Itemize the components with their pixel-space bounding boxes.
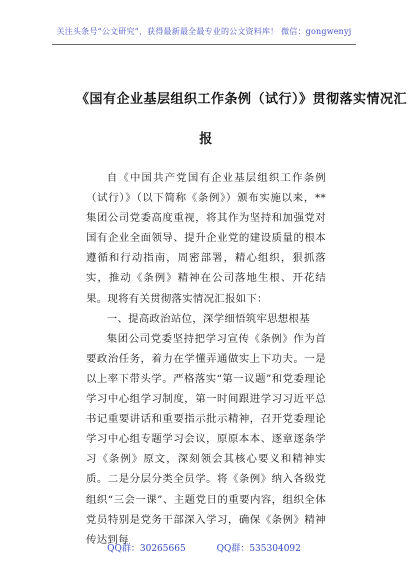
footer-qq-group-2: QQ群：535304092 <box>216 544 301 554</box>
body-paragraph: 集团公司党委坚持把学习宣传《条例》作为首要政治任务，着力在学懂弄通做实上下功夫。一是以上率下带头学。严格落实“第一议题”和党委理论学习中心组学习制度，第一时间跟进学习习近平总书记重要讲话和重要指示批示精神，召开党委理论学习中心组专题学习会议，原原本本、逐章逐条学习《条例》原文，深刻领会其核心要义和精神实质。二是分层分类全员学。将《条例》纳入各级党组织“三会一课”、主题党日的重要内容，组织全体党员特别是党务干部深入学习，确保《条例》精神传达到每 <box>86 332 326 546</box>
header-divider <box>52 44 356 45</box>
document-title <box>76 80 408 160</box>
document-title-line-2: 报 <box>199 132 213 147</box>
footer-contact <box>0 541 408 554</box>
header-note: 关注头条号“公文研究”，获得最新最全最专业的公文资料库！ 微信：gongwenyj <box>56 27 352 36</box>
footer-qq-group-1: QQ群：30265665 <box>107 544 186 554</box>
intro-paragraph: 自《中国共产党国有企业基层组织工作条例（试行）》（以下简称《条例》）颁布实施以来，**集团公司党委高度重视，将其作为坚持和加强党对国有企业全面领导、提升企业党的建设质量的根本遵循和行动指南，周密部署，精心组织，狠抓落实，推动《条例》精神在公司落地生根、开花结果。现将有关贯彻落实情况汇报如下： <box>86 172 326 305</box>
document-title-line-1: 《国有企业基层组织工作条例（试行）》贯彻落实情况汇 <box>76 92 408 107</box>
section-heading: 一、提高政治站位，深学细悟筑牢思想根基 <box>106 312 310 325</box>
document-body <box>86 168 326 550</box>
